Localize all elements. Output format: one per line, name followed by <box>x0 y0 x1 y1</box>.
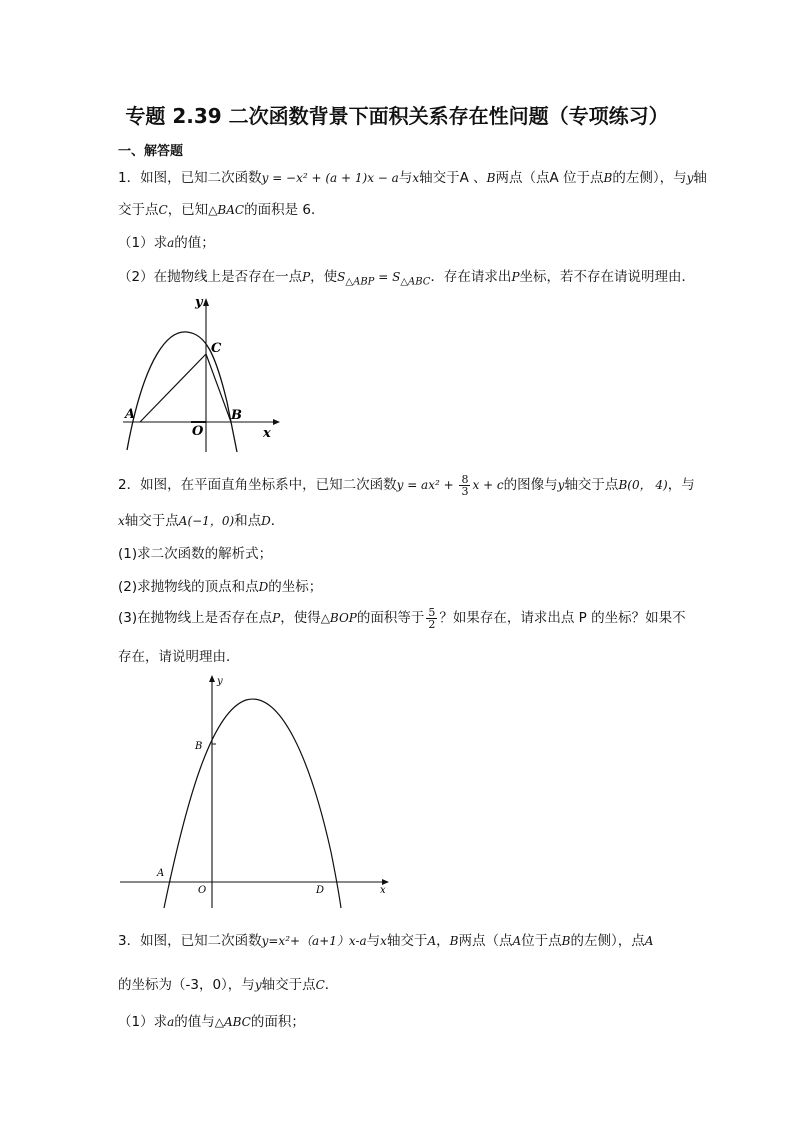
label-O: O <box>198 885 207 896</box>
point-A-coords: A(−1，0) <box>178 514 235 528</box>
problem-1-text: 1．如图，已知二次函数 <box>118 170 262 186</box>
point-A: A <box>512 934 522 948</box>
question-text: 的面积等于 <box>356 610 425 626</box>
problem-1-text: 交于点 <box>118 202 159 218</box>
label-x: x <box>380 885 386 896</box>
label-B: B <box>195 741 203 752</box>
label-A: A <box>157 868 165 879</box>
problem-3-text: 的坐标为（-3，0），与 <box>118 977 255 993</box>
problem-3-text: 位于点 <box>521 933 562 949</box>
figure-2-parabola-graph <box>116 672 396 912</box>
question-text: （1）求 <box>118 1014 168 1030</box>
label-C: C <box>211 341 222 356</box>
area-subscript: △ABP <box>345 276 375 288</box>
problem-2-text: 的图像与 <box>503 477 558 493</box>
fraction-5-2 <box>426 607 437 630</box>
segment-CB <box>206 354 231 422</box>
point-P: P <box>511 270 520 284</box>
var-y: y <box>557 478 565 492</box>
question-text: (2)求抛物线的顶点和点 <box>118 579 259 595</box>
label-y: y <box>217 676 223 687</box>
problem-1-text: ，已知 <box>167 202 209 218</box>
var-y: y <box>686 171 694 185</box>
equals-sign: = <box>374 270 393 284</box>
label-D: D <box>316 885 325 896</box>
question-text: 的面积； <box>250 1014 305 1030</box>
problem-2-equation: y = ax² + <box>396 478 458 492</box>
question-text: ．存在请求出 <box>430 269 512 285</box>
var-x: x <box>412 171 420 185</box>
section-heading: 一、解答题 <box>118 144 184 159</box>
problem-2-question-2 <box>118 575 322 595</box>
fraction-numerator: 5 <box>428 605 436 619</box>
triangle-ABC: △ABC <box>214 1015 251 1029</box>
area-symbol: S <box>337 270 346 284</box>
problem-2-line-2 <box>118 509 284 529</box>
problem-1-question-2 <box>118 265 695 288</box>
problem-2-text: ． <box>270 513 285 529</box>
point-B: B <box>449 934 459 948</box>
triangle-BAC: △BAC <box>208 203 245 217</box>
fraction-numerator: 8 <box>461 472 469 486</box>
figure-1-parabola-graph <box>115 292 285 460</box>
problem-1-text: 与 <box>398 170 413 186</box>
problem-2-text: 和点 <box>234 513 262 529</box>
label-x: x <box>263 426 271 441</box>
problem-3-line-2 <box>118 973 338 993</box>
area-subscript: △ABC <box>400 276 431 288</box>
problem-3-text: 轴交于点 <box>261 977 316 993</box>
question-text: （2）在抛物线上是否存在一点 <box>118 269 303 285</box>
label-B: B <box>231 408 242 423</box>
question-text: 的值与 <box>174 1014 215 1030</box>
question-text: ，使 <box>310 269 338 285</box>
problem-3-text: ， <box>436 933 450 949</box>
label-A: A <box>125 407 136 422</box>
fraction-denominator: 3 <box>461 484 469 498</box>
problem-2-equation: x + c <box>472 478 504 492</box>
problem-1-line-1 <box>118 166 707 186</box>
problem-2-line-1 <box>118 473 695 497</box>
var-a: a <box>167 236 175 250</box>
problem-2-text: 轴交于点 <box>564 477 619 493</box>
point-C: C <box>158 203 168 217</box>
point-B: B <box>486 171 496 185</box>
label-O: O <box>192 424 204 439</box>
problem-3-text: 与 <box>366 933 381 949</box>
area-symbol: S <box>392 270 401 284</box>
label-y: y <box>195 295 203 310</box>
segment-AC <box>140 354 206 422</box>
point-B: B <box>603 171 613 185</box>
problem-1-line-2 <box>118 198 324 218</box>
parabola-curve <box>164 699 341 908</box>
problem-1-text: 的面积是 6． <box>244 202 325 218</box>
point-B: B <box>561 934 571 948</box>
fraction-8-3 <box>459 474 470 497</box>
point-D: D <box>258 580 269 594</box>
problem-3-text: 两点（点 <box>458 933 513 949</box>
problem-2-text: 轴交于点 <box>124 513 179 529</box>
problem-2-text: ，与 <box>667 477 695 493</box>
problem-3-text: 轴交于 <box>386 933 428 949</box>
point-C: C <box>315 978 325 992</box>
fraction-denominator: 2 <box>428 617 436 631</box>
y-axis-arrow-icon <box>209 675 215 682</box>
question-text: (3)在抛物线上是否存在点 <box>118 610 273 626</box>
problem-3-question-1 <box>118 1010 305 1030</box>
var-x: x <box>380 934 387 948</box>
point-A: A <box>427 934 437 948</box>
problem-2-question-3-line-2: 存在，请说明理由． <box>118 649 240 665</box>
page-title: 专题 2.39 二次函数背景下面积关系存在性问题（专项练习） <box>125 104 669 128</box>
problem-1-text: 轴 <box>693 170 707 186</box>
problem-3-line-1 <box>118 929 653 949</box>
point-D: D <box>261 514 271 528</box>
var-x: x <box>118 514 125 528</box>
x-axis-arrow-icon <box>273 419 280 425</box>
question-text: ？如果存在，请求出点 P 的坐标？如果不 <box>439 610 686 626</box>
triangle-BOP: △BOP <box>320 611 357 625</box>
problem-1-question-1 <box>118 231 215 251</box>
var-y: y <box>254 978 262 992</box>
point-P: P <box>272 611 281 625</box>
problem-2-question-3 <box>118 606 686 630</box>
problem-3-text: 3．如图，已知二次函数 <box>118 933 262 949</box>
problem-1-text: 两点（点A 位于点 <box>495 170 604 186</box>
var-a: a <box>167 1015 175 1029</box>
problem-1-text: 轴交于A 、 <box>419 170 487 186</box>
problem-3-text: 的左侧），点 <box>570 933 645 949</box>
problem-1-equation: y = −x² + (a + 1)x − a <box>261 171 399 185</box>
point-A: A <box>644 934 654 948</box>
point-B-coords: B(0， 4) <box>618 478 668 492</box>
problem-2-text: 2．如图，在平面直角坐标系中，已知二次函数 <box>118 477 397 493</box>
question-text: 的坐标； <box>268 579 323 595</box>
point-P: P <box>302 270 311 284</box>
question-text: ，使得 <box>280 610 321 626</box>
question-text: （1）求 <box>118 235 168 251</box>
problem-3-text: ． <box>324 977 339 993</box>
problem-1-text: 的左侧），与 <box>612 170 687 186</box>
question-text: 的值； <box>174 235 215 251</box>
problem-2-question-1: (1)求二次函数的解析式； <box>118 546 273 562</box>
problem-3-equation: y=x²+（a+1）x-a <box>261 934 367 948</box>
y-axis-arrow-icon <box>203 298 209 306</box>
question-text: 坐标，若不存在请说明理由． <box>519 269 696 285</box>
